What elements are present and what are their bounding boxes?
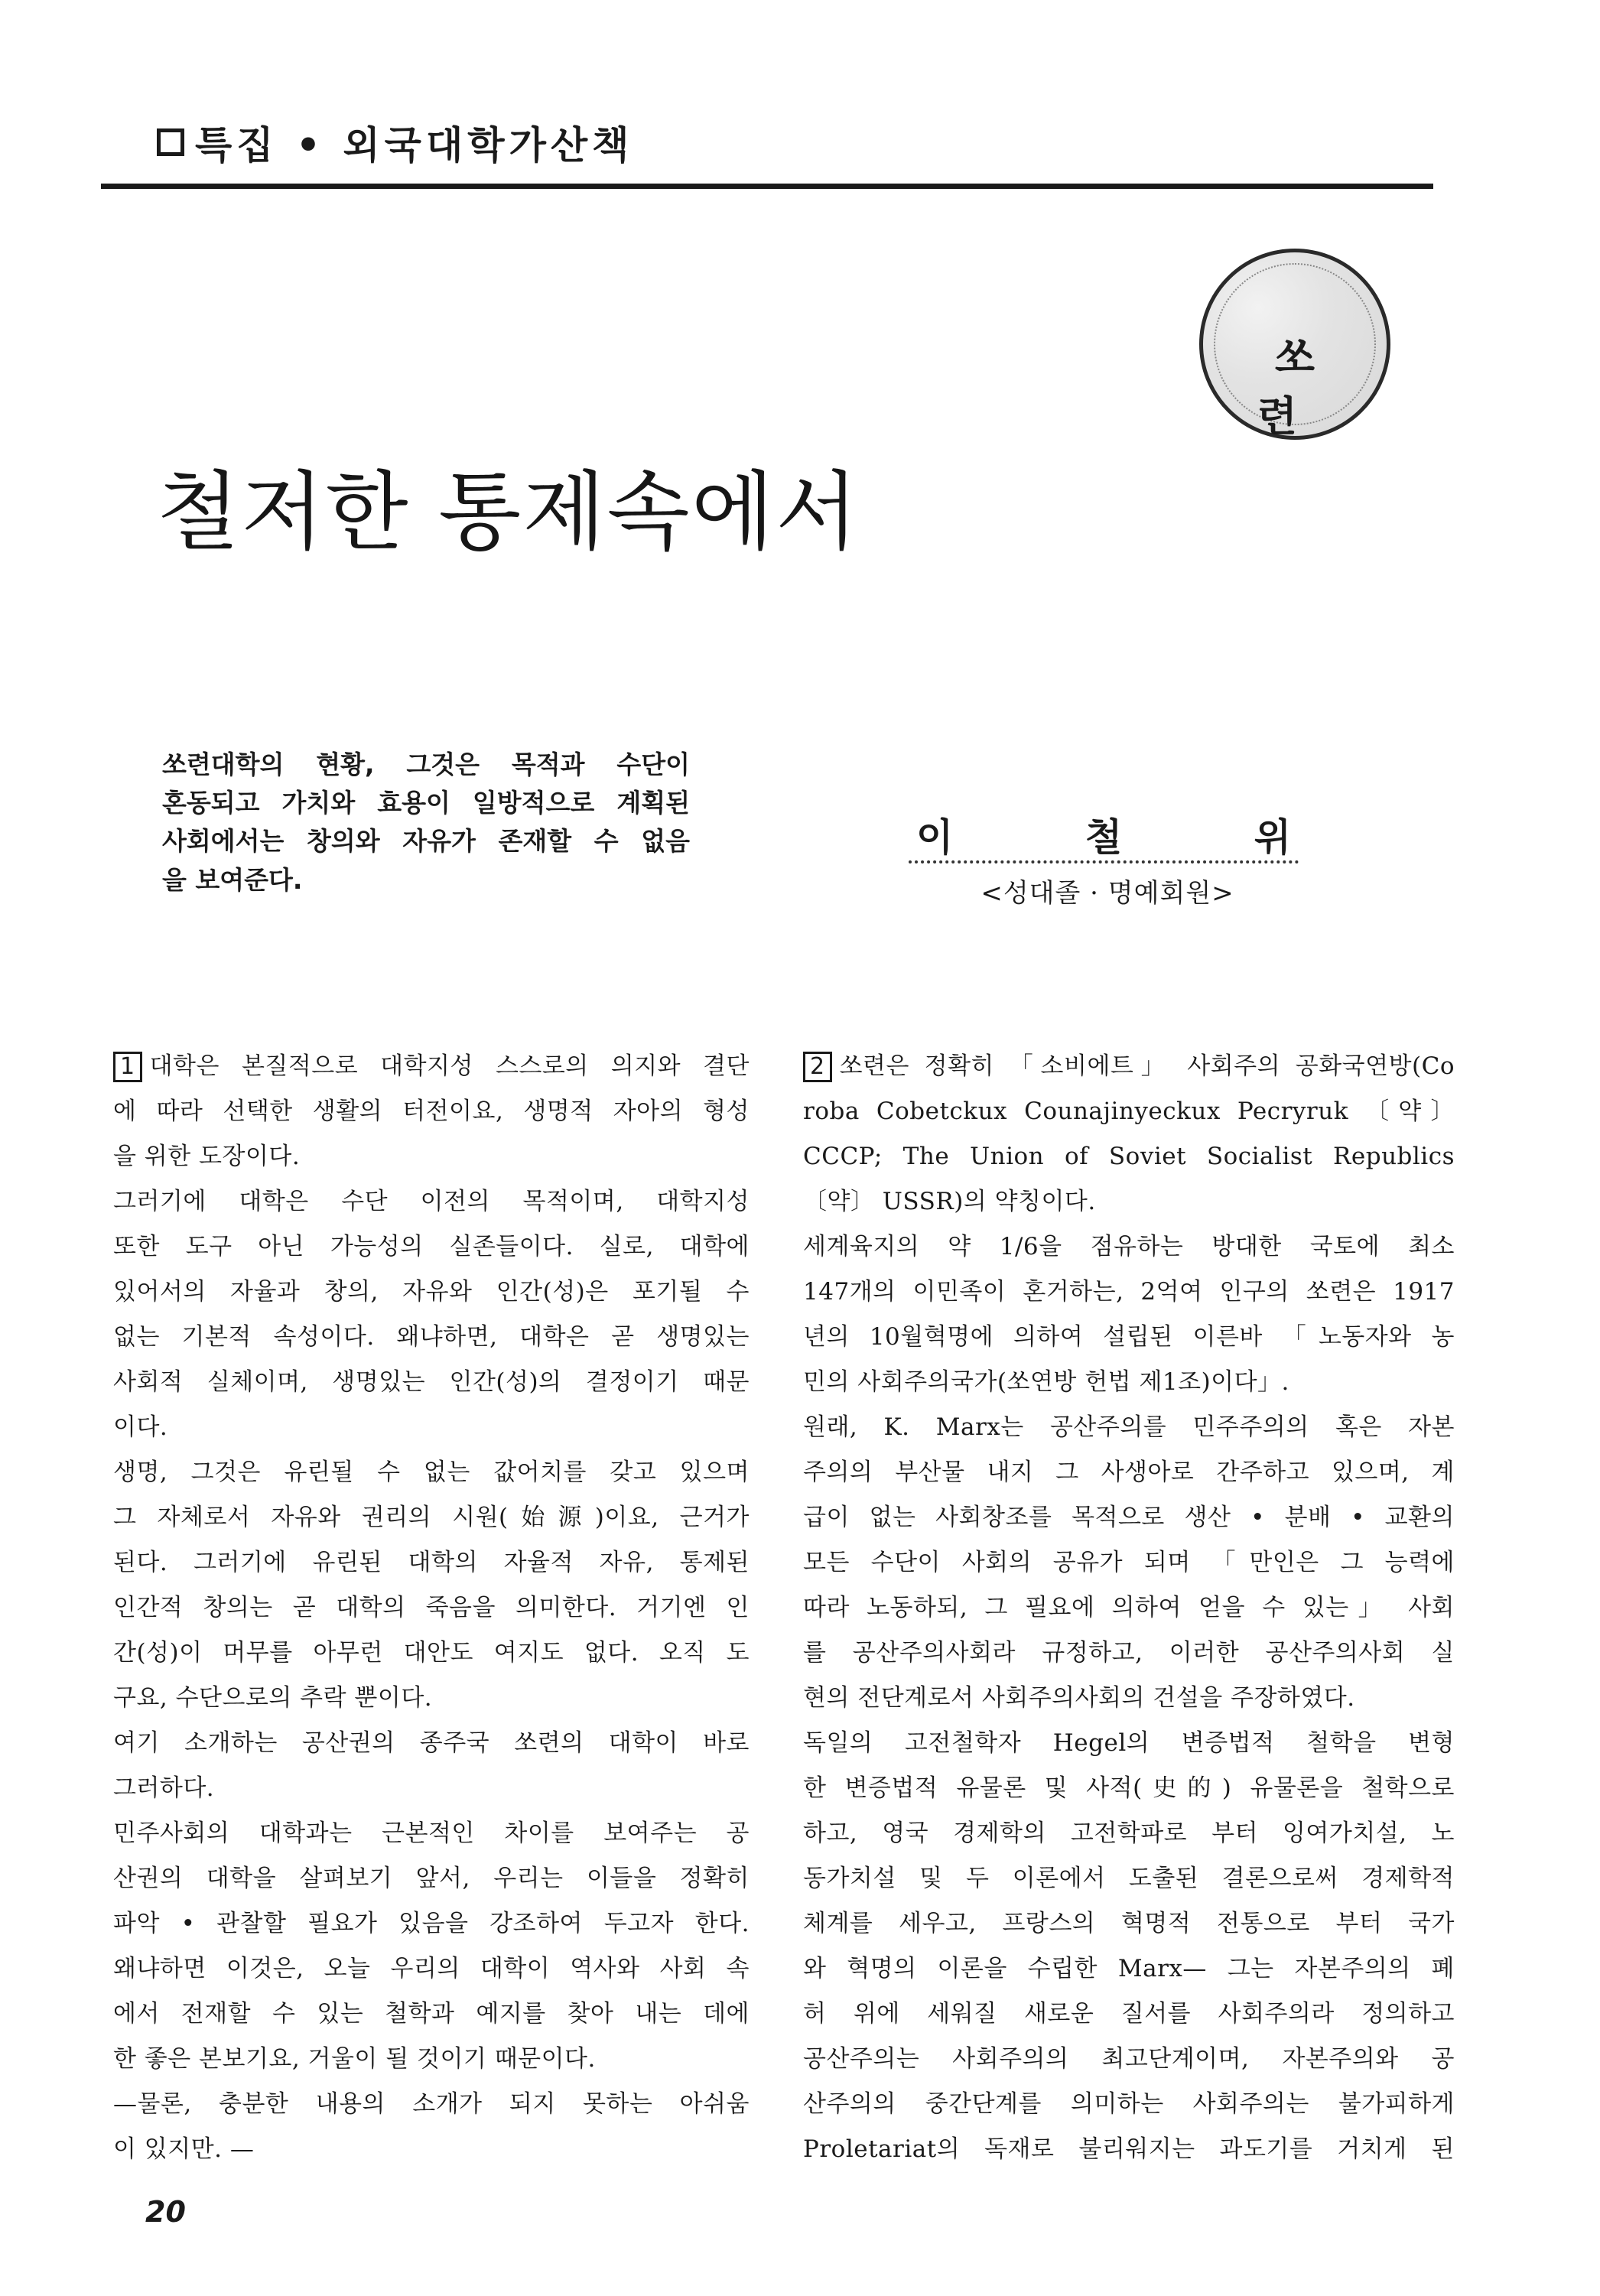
body-line: 된다. 그러기에 유린된 대학의 자율적 자유, 통제된 bbox=[113, 1549, 750, 1576]
body-line: 〔약〕 USSR)의 약칭이다. bbox=[803, 1188, 1096, 1215]
body-line: 2 쏘련은 정확히 「소비에트」 사회주의 공화국연방(Co bbox=[803, 1044, 1455, 1089]
body-line: 년의 10월혁명에 의하여 설립된 이른바 「노동자와 농 bbox=[803, 1323, 1455, 1351]
body-line: 사회적 실체이며, 생명있는 인간(성)의 결정이기 때문 bbox=[113, 1368, 750, 1396]
body-line: 주의의 부산물 내지 그 사생아로 간주하고 있으며, 계 bbox=[803, 1459, 1455, 1486]
body-line: 하고, 영국 경제학의 고전학파로 부터 잉여가치설, 노 bbox=[803, 1820, 1455, 1847]
body-line: 이 있지만. — bbox=[113, 2135, 255, 2163]
body-line: CCCP; The Union of Soviet Socialist Republics bbox=[803, 1143, 1455, 1170]
body-line: 이다. bbox=[113, 1413, 168, 1441]
author-name-char: 철 bbox=[1085, 815, 1123, 860]
section-label: 특집 • 외국대학가산책 bbox=[195, 123, 634, 167]
body-column-left bbox=[113, 1044, 750, 2172]
body-line: 산주의의 중간단계를 의미하는 사회주의는 불가피하게 bbox=[803, 2090, 1455, 2118]
body-line: 에 따라 선택한 생활의 터전이요, 생명적 자아의 형성 bbox=[113, 1098, 750, 1125]
header-rule bbox=[101, 184, 1433, 189]
section-header bbox=[157, 115, 633, 170]
body-line: 원래, K. Marx는 공산주의를 민주주의의 혹은 자본 bbox=[803, 1413, 1455, 1441]
body-line: 를 공산주의사회라 규정하고, 이러한 공산주의사회 실 bbox=[803, 1639, 1455, 1667]
body-line: 147개의 이민족이 혼거하는, 2억여 인구의 쏘련은 1917 bbox=[803, 1278, 1455, 1306]
body-line: 생명, 그것은 유린될 수 없는 값어치를 갖고 있으며 bbox=[113, 1459, 750, 1486]
author-name bbox=[916, 807, 1291, 862]
body-line: 한 변증법적 유물론 및 사적(史的) 유물론을 철학으로 bbox=[803, 1774, 1455, 1802]
author-name-char: 이 bbox=[916, 815, 954, 860]
body-line: 따라 노동하되, 그 필요에 의하여 얻을 수 있는」 사회 bbox=[803, 1594, 1455, 1621]
body-line: 있어서의 자율과 창의, 자유와 인간(성)은 포기될 수 bbox=[113, 1278, 750, 1306]
body-column-right bbox=[803, 1044, 1455, 2172]
body-line: roba Cobetckux Counajinyeckux Pecryruk 〔약〕 bbox=[803, 1098, 1455, 1125]
body-line: 그 자체로서 자유와 권리의 시원(始源)이요, 근거가 bbox=[113, 1504, 750, 1531]
body-line: 인간적 창의는 곧 대학의 죽음을 의미한다. 거기엔 인 bbox=[113, 1594, 750, 1621]
body-line: 1 대학은 본질적으로 대학지성 스스로의 의지와 결단 bbox=[113, 1044, 750, 1089]
lead-line: 혼동되고 가치와 효용이 일방적으로 계획된 bbox=[162, 788, 690, 818]
section-number-box: 2 bbox=[803, 1052, 832, 1082]
body-line: 허 위에 세워질 새로운 질서를 사회주의라 정의하고 bbox=[803, 2000, 1455, 2028]
country-badge bbox=[1199, 249, 1390, 440]
section-number-box: 1 bbox=[113, 1052, 142, 1082]
body-line: 한 좋은 본보기요, 거울이 될 것이기 때문이다. bbox=[113, 2045, 596, 2073]
body-line: 세계육지의 약 1/6을 점유하는 방대한 국토에 최소 bbox=[803, 1233, 1455, 1260]
body-line: 체계를 세우고, 프랑스의 혁명적 전통으로 부터 국가 bbox=[803, 1910, 1455, 1937]
body-line: 동가치설 및 두 이론에서 도출된 결론으로써 경제학적 bbox=[803, 1865, 1455, 1892]
body-line: 구요, 수단으로의 추락 뿐이다. bbox=[113, 1684, 433, 1712]
body-line: 산권의 대학을 살펴보기 앞서, 우리는 이들을 정확히 bbox=[113, 1865, 750, 1892]
body-line: 독일의 고전철학자 Hegel의 변증법적 철학을 변형 bbox=[803, 1729, 1455, 1757]
body-line: 현의 전단계로서 사회주의사회의 건설을 주장하였다. bbox=[803, 1684, 1355, 1712]
body-line: 모든 수단이 사회의 공유가 되며 「만인은 그 능력에 bbox=[803, 1549, 1455, 1576]
body-line: 없는 기본적 속성이다. 왜냐하면, 대학은 곧 생명있는 bbox=[113, 1323, 750, 1351]
body-line: 여기 소개하는 공산권의 종주국 쏘련의 대학이 바로 bbox=[113, 1729, 750, 1757]
author-name-char: 위 bbox=[1254, 815, 1291, 860]
body-line: 민주사회의 대학과는 근본적인 차이를 보여주는 공 bbox=[113, 1820, 750, 1847]
body-line: —물론, 충분한 내용의 소개가 되지 못하는 아쉬움 bbox=[113, 2090, 750, 2118]
body-line: 을 위한 도장이다. bbox=[113, 1143, 301, 1170]
square-bullet-icon bbox=[157, 128, 184, 156]
author-affiliation: <성대졸 · 명예회원> bbox=[980, 878, 1234, 909]
body-line: 파악 • 관찰할 필요가 있음을 강조하여 두고자 한다. bbox=[113, 1910, 750, 1937]
body-line: 공산주의는 사회주의의 최고단계이며, 자본주의와 공 bbox=[803, 2045, 1455, 2073]
body-line: 민의 사회주의국가(쏘연방 헌법 제1조)이다」. bbox=[803, 1368, 1289, 1396]
lead-line: 사회에서는 창의와 자유가 존재할 수 없음 bbox=[162, 826, 690, 856]
article-lead bbox=[162, 746, 690, 860]
body-line: 그러기에 대학은 수단 이전의 목적이며, 대학지성 bbox=[113, 1188, 750, 1215]
author-dotted-rule bbox=[909, 860, 1299, 863]
page-number: 20 bbox=[145, 2195, 186, 2229]
body-line: 또한 도구 아닌 가능성의 실존들이다. 실로, 대학에 bbox=[113, 1233, 750, 1260]
lead-line: 을 보여준다. bbox=[162, 865, 303, 895]
body-line: 에서 전재할 수 있는 철학과 예지를 찾아 내는 데에 bbox=[113, 2000, 750, 2028]
body-line: 왜냐하면 이것은, 오늘 우리의 대학이 역사와 사회 속 bbox=[113, 1955, 750, 1982]
body-line: 급이 없는 사회창조를 목적으로 생산 • 분배 • 교환의 bbox=[803, 1504, 1455, 1531]
article-title: 철저한 통제속에서 bbox=[157, 463, 860, 562]
lead-line: 쏘련대학의 현황, 그것은 목적과 수단이 bbox=[162, 750, 690, 779]
body-line: 와 혁명의 이론을 수립한 Marx— 그는 자본주의의 폐 bbox=[803, 1955, 1455, 1982]
body-line: 간(성)이 머무를 아무런 대안도 여지도 없다. 오직 도 bbox=[113, 1639, 750, 1667]
body-line: 그러하다. bbox=[113, 1774, 215, 1802]
country-label: 쏘련 bbox=[1257, 333, 1351, 441]
body-line: Proletariat의 독재로 불리워지는 과도기를 거치게 된 bbox=[803, 2135, 1455, 2163]
